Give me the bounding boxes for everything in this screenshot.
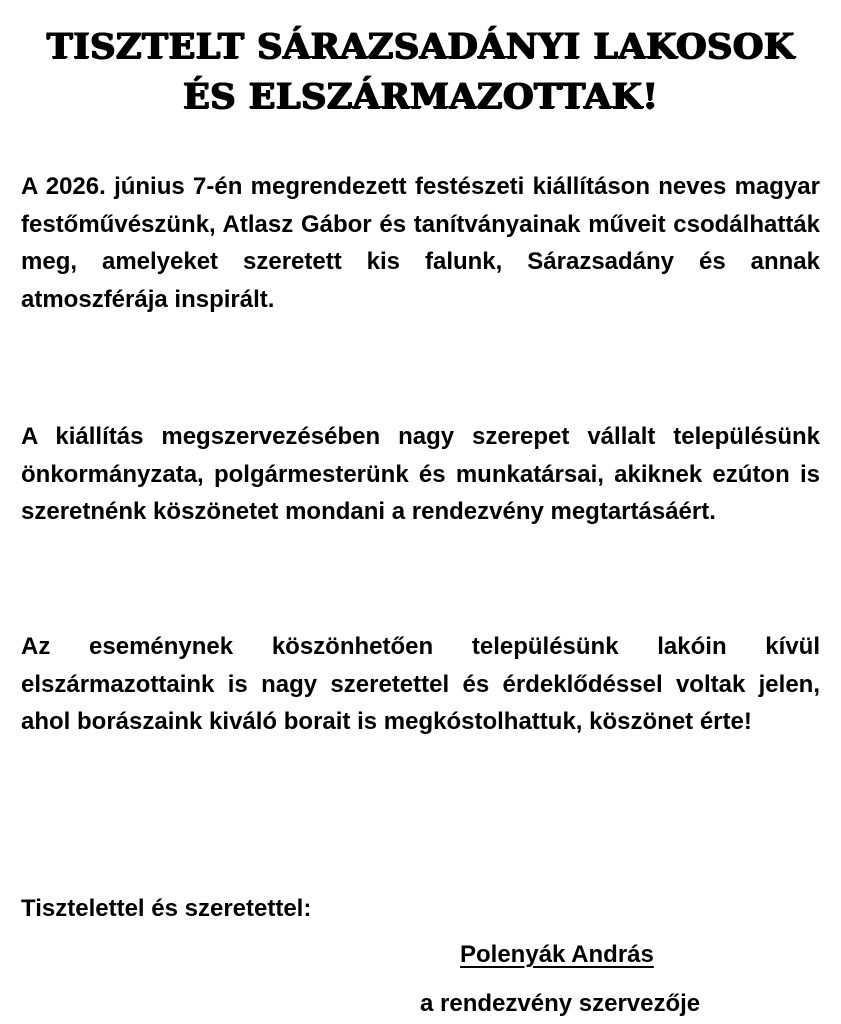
title-line-1: TISZTELT SÁRAZSADÁNYI LAKOSOK <box>46 26 795 67</box>
page-title <box>0 22 841 122</box>
signer-role: a rendezvény szervezője <box>420 990 701 1017</box>
paragraph-emigrants: Az eseménynek köszönhetően településünk lakóin kívül elszármazottaink is nagy szeretettel és érdeklődéssel voltak jelen, ahol borászaink kiváló borait is megkóstolhattuk, köszönet érte! <box>21 633 820 735</box>
paragraph-thanks-organizers: A kiállítás megszervezésében nagy szerepet vállalt településünk önkormányzata, polgármesterünk és munkatársai, akiknek ezúton is szeretnénk köszönetet mondani a rendezvény megtartásáért. <box>21 423 820 525</box>
signer-name: Polenyák András <box>460 941 654 968</box>
paragraph-exhibition: A 2026. június 7-én megrendezett festészeti kiállításon neves magyar festőművészünk, Atlasz Gábor és tanítványainak műveit csodálhatták meg, amelyeket szeretett kis falunk, Sárazsadány és annak atmoszférája inspirált. <box>21 173 820 313</box>
title-line-2: ÉS ELSZÁRMAZOTTAK! <box>182 76 659 117</box>
closing-salutation: Tisztelettel és szeretettel: <box>21 895 312 922</box>
